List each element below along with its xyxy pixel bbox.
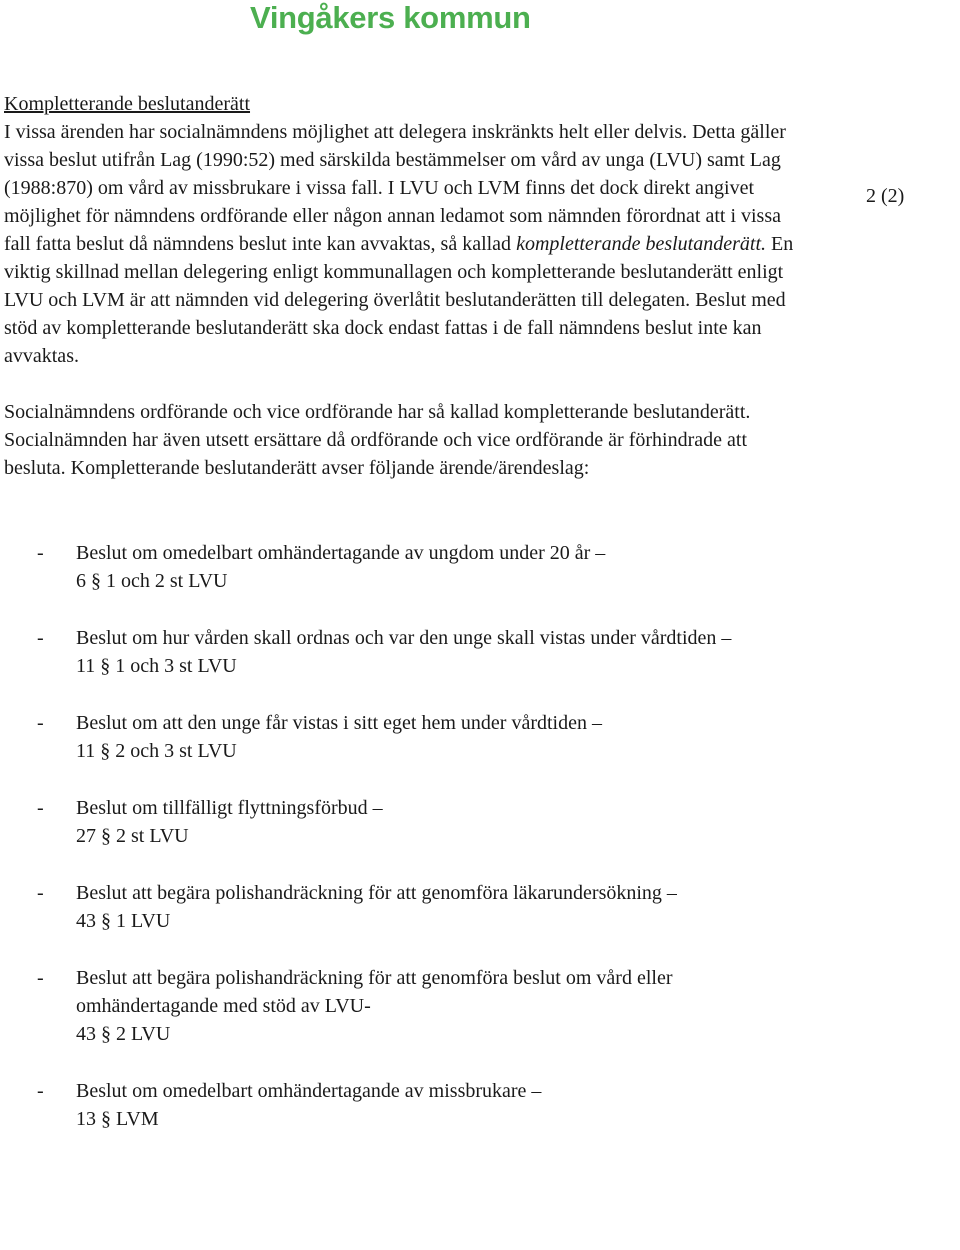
- page-number: 2 (2): [866, 185, 905, 207]
- organization-header: Vingåkers kommun: [250, 0, 531, 35]
- list-dash: -: [37, 542, 44, 564]
- list-item: [4, 539, 804, 595]
- list-item-ref: 11 § 2 och 3 st LVU: [76, 740, 237, 762]
- list-item-ref: 11 § 1 och 3 st LVU: [76, 655, 237, 677]
- list-dash: -: [37, 627, 44, 649]
- list-item-text: Beslut att begära polishandräckning för att genomföra läkarundersökning –: [76, 882, 677, 904]
- list-item-text: Beslut om omedelbart omhändertagande av missbrukare –: [76, 1080, 542, 1102]
- list-item: [4, 1077, 804, 1133]
- decision-list: [4, 539, 804, 1133]
- paragraph-1: [4, 118, 804, 370]
- list-item-text: Beslut om hur vården skall ordnas och var den unge skall vistas under vårdtiden –: [76, 627, 732, 649]
- list-item-text: Beslut om omedelbart omhändertagande av ungdom under 20 år –: [76, 542, 606, 564]
- list-item-text: Beslut att begära polishandräckning för att genomföra beslut om vård eller omhändertagande med stöd av LVU-: [76, 967, 673, 1017]
- paragraph-1-emphasis: kompletterande beslutanderätt.: [516, 233, 767, 255]
- paragraph-1-text: I vissa ärenden har socialnämndens möjlighet att delegera inskränkts helt eller delvis. Detta gäller vissa beslut utifrån Lag (1990:52) med särskilda bestämmelser om vård av unga (LVU) samt Lag (1988:870) om vård av missbrukare i vissa fall. I LVU och LVM finns det dock direkt angivet möjlighet för nämndens ordförande eller någon annan ledamot som nämnden förordnat att i vissa fall fatta beslut då nämndens beslut inte kan avvaktas, så kallad: [4, 121, 786, 255]
- list-item: [4, 709, 804, 765]
- list-dash: -: [37, 967, 44, 989]
- list-item: [4, 964, 804, 1048]
- list-item-ref: 13 § LVM: [76, 1108, 159, 1130]
- document-body: [4, 90, 804, 1162]
- list-dash: -: [37, 797, 44, 819]
- list-item-ref: 43 § 1 LVU: [76, 910, 171, 932]
- list-item: [4, 879, 804, 935]
- list-item: [4, 794, 804, 850]
- paragraph-2: Socialnämndens ordförande och vice ordförande har så kallad kompletterande beslutanderätt. Socialnämnden har även utsett ersättare då ordförande och vice ordförande är förhindrade att besluta. Kompletterande beslutanderätt avser följande ärende/ärendeslag:: [4, 401, 751, 479]
- list-item-ref: 6 § 1 och 2 st LVU: [76, 570, 228, 592]
- list-dash: -: [37, 882, 44, 904]
- list-item: [4, 624, 804, 680]
- list-item-text: Beslut om att den unge får vistas i sitt eget hem under vårdtiden –: [76, 712, 602, 734]
- list-item-text: Beslut om tillfälligt flyttningsförbud –: [76, 797, 383, 819]
- list-item-ref: 43 § 2 LVU: [76, 1023, 171, 1045]
- paragraph-1-text-cont: En viktig skillnad mellan delegering enligt kommunallagen och kompletterande beslutanderätt enligt LVU och LVM är att nämnden vid delegering överlåtit beslutanderätten till delegaten. Beslut med stöd av kompletterande beslutanderätt ska dock endast fattas i de fall nämndens beslut inte kan avvaktas.: [4, 233, 794, 367]
- section-title: Kompletterande beslutanderätt: [4, 93, 251, 115]
- list-dash: -: [37, 1080, 44, 1102]
- list-item-ref: 27 § 2 st LVU: [76, 825, 189, 847]
- list-dash: -: [37, 712, 44, 734]
